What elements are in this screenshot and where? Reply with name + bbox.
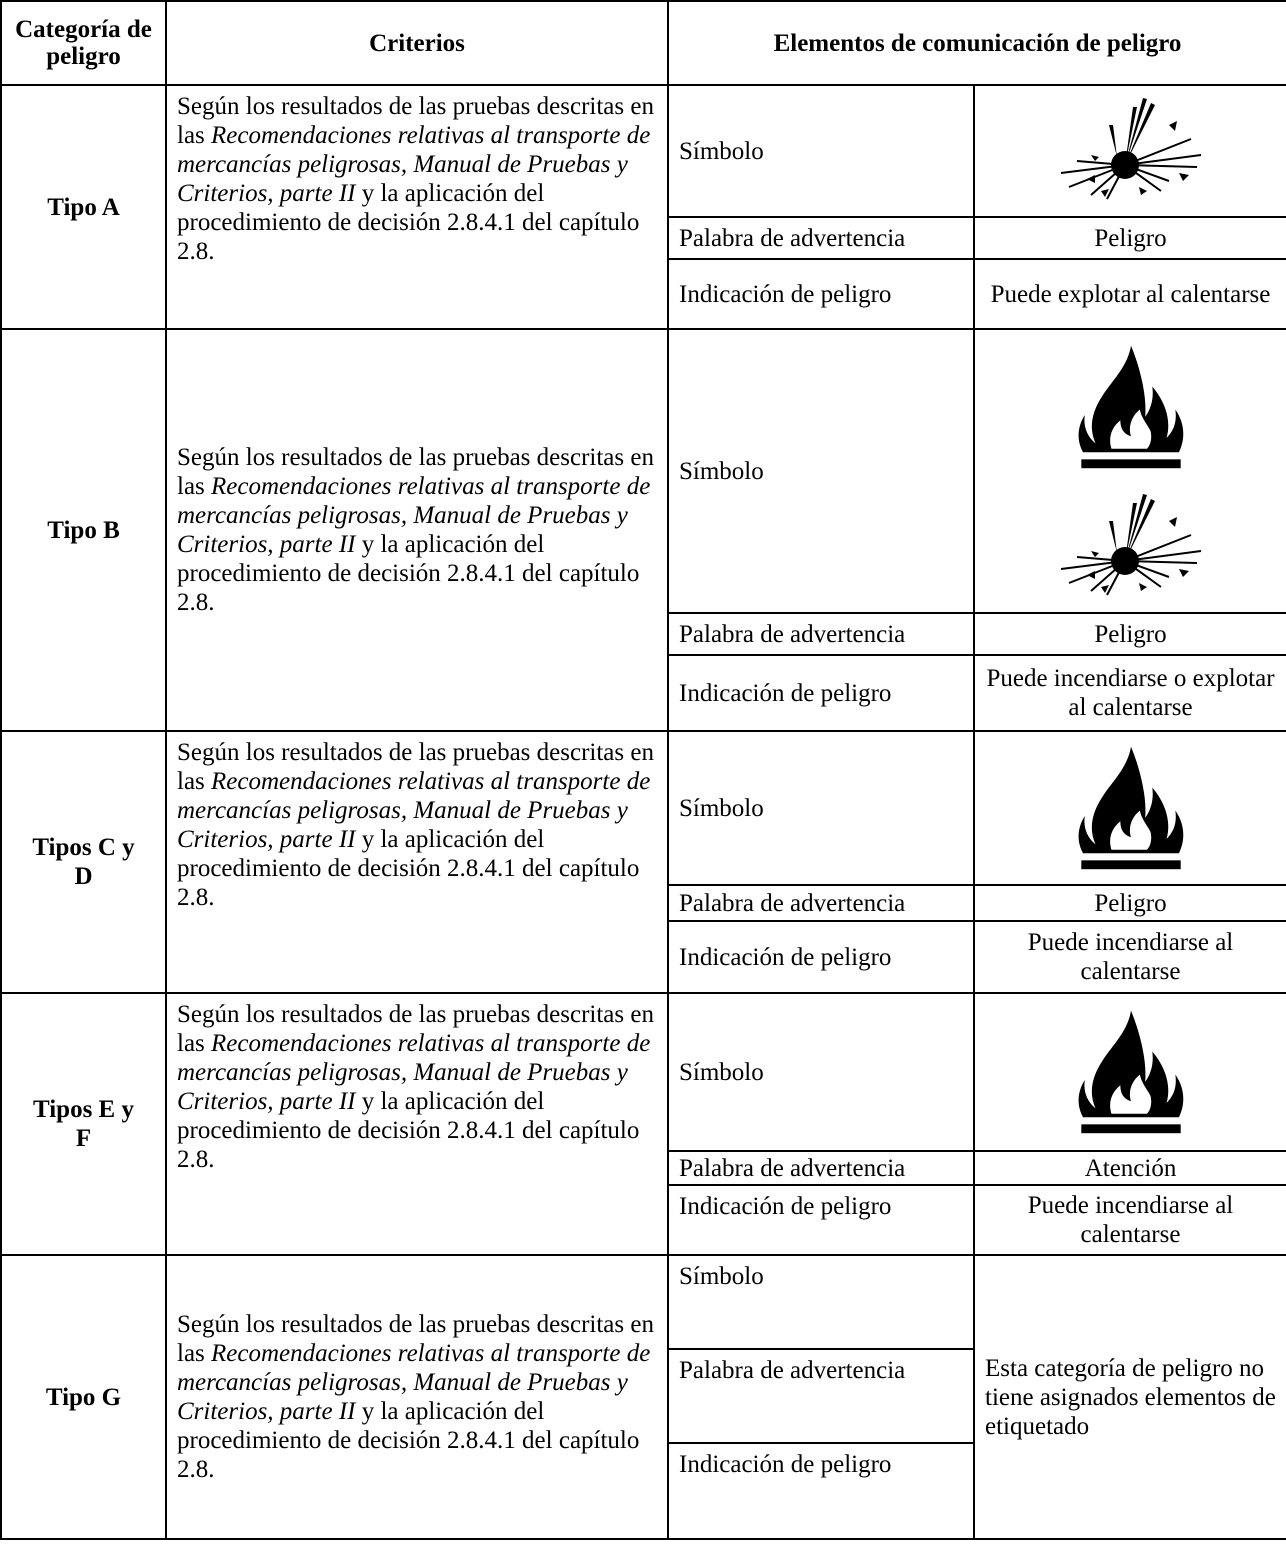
exploding-bomb-icon bbox=[1051, 491, 1211, 603]
table-row bbox=[1, 993, 1286, 1151]
symbol-label: Símbolo bbox=[668, 993, 974, 1151]
signal-word-label: Palabra de advertencia bbox=[668, 613, 974, 655]
category-cell: Tipos C y D bbox=[1, 731, 166, 993]
criteria-text-plain: Según los resultados de las pruebas descritas en las bbox=[177, 1311, 654, 1367]
table-row bbox=[1, 85, 1286, 217]
hazard-statement-value: Puede explotar al calentarse bbox=[974, 259, 1286, 329]
header-row bbox=[1, 1, 1286, 85]
criteria-text-plain: Según los resultados de las pruebas descritas en las bbox=[177, 739, 654, 795]
criteria-text-plain-end: y la aplicación del procedimiento de decisión 2.8.4.1 del capítulo 2.8. bbox=[177, 180, 640, 265]
flame-icon bbox=[1076, 339, 1186, 475]
symbol-cell bbox=[974, 993, 1286, 1151]
hazard-statement-label: Indicación de peligro bbox=[668, 921, 974, 993]
category-cell: Tipos E y F bbox=[1, 993, 166, 1255]
criteria-text-italic: Recomendaciones relativas al transporte de mercancías peligrosas, Manual de Pruebas y Criterios, parte II bbox=[177, 122, 651, 207]
criteria-cell bbox=[166, 731, 668, 993]
table-row bbox=[1, 1255, 1286, 1349]
category-cell: Tipo A bbox=[1, 85, 166, 329]
hazard-statement-value: Puede incendiarse al calentarse bbox=[974, 921, 1286, 993]
header-criteria: Criterios bbox=[166, 1, 668, 85]
hazard-statement-label: Indicación de peligro bbox=[668, 259, 974, 329]
symbol-cell bbox=[974, 85, 1286, 217]
criteria-text-plain-end: y la aplicación del procedimiento de decisión 2.8.4.1 del capítulo 2.8. bbox=[177, 1398, 640, 1483]
signal-word-value: Peligro bbox=[974, 613, 1286, 655]
no-label-note: Esta categoría de peligro no tiene asignados elementos de etiquetado bbox=[974, 1255, 1286, 1539]
symbol-label: Símbolo bbox=[668, 731, 974, 885]
criteria-text-italic: Recomendaciones relativas al transporte de mercancías peligrosas, Manual de Pruebas y Criterios, parte II bbox=[177, 473, 651, 558]
hazard-statement-label: Indicación de peligro bbox=[668, 655, 974, 731]
exploding-bomb-icon bbox=[1051, 95, 1211, 207]
symbol-label: Símbolo bbox=[668, 85, 974, 217]
criteria-text-plain-end: y la aplicación del procedimiento de decisión 2.8.4.1 del capítulo 2.8. bbox=[177, 531, 640, 616]
criteria-text-plain: Según los resultados de las pruebas descritas en las bbox=[177, 93, 654, 149]
criteria-cell bbox=[166, 85, 668, 329]
signal-word-label: Palabra de advertencia bbox=[668, 217, 974, 259]
symbol-cell bbox=[974, 731, 1286, 885]
signal-word-label: Palabra de advertencia bbox=[668, 1349, 974, 1443]
flame-icon bbox=[1076, 1004, 1186, 1140]
header-category: Categoría de peligro bbox=[1, 1, 166, 85]
signal-word-label: Palabra de advertencia bbox=[668, 885, 974, 921]
criteria-text-italic: Recomendaciones relativas al transporte de mercancías peligrosas, Manual de Pruebas y Criterios, parte II bbox=[177, 768, 651, 853]
criteria-cell bbox=[166, 993, 668, 1255]
symbol-cell bbox=[974, 329, 1286, 613]
signal-word-value: Peligro bbox=[974, 885, 1286, 921]
hazard-statement-label: Indicación de peligro bbox=[668, 1443, 974, 1539]
criteria-text-plain: Según los resultados de las pruebas descritas en las bbox=[177, 1001, 654, 1057]
criteria-text-plain: Según los resultados de las pruebas descritas en las bbox=[177, 444, 654, 500]
criteria-text-italic: Recomendaciones relativas al transporte de mercancías peligrosas, Manual de Pruebas y Criterios, parte II bbox=[177, 1030, 651, 1115]
criteria-text-plain-end: y la aplicación del procedimiento de decisión 2.8.4.1 del capítulo 2.8. bbox=[177, 826, 640, 911]
criteria-text-italic: Recomendaciones relativas al transporte de mercancías peligrosas, Manual de Pruebas y Criterios, parte II bbox=[177, 1340, 651, 1425]
table-row bbox=[1, 731, 1286, 885]
criteria-cell bbox=[166, 329, 668, 731]
symbol-label: Símbolo bbox=[668, 1255, 974, 1349]
hazard-statement-value: Puede incendiarse al calentarse bbox=[974, 1185, 1286, 1255]
table-row bbox=[1, 329, 1286, 613]
symbol-label: Símbolo bbox=[668, 329, 974, 613]
signal-word-value: Atención bbox=[974, 1151, 1286, 1185]
flame-icon bbox=[1076, 740, 1186, 876]
category-cell: Tipo G bbox=[1, 1255, 166, 1539]
hazard-statement-label: Indicación de peligro bbox=[668, 1185, 974, 1255]
criteria-text-plain-end: y la aplicación del procedimiento de decisión 2.8.4.1 del capítulo 2.8. bbox=[177, 1088, 640, 1173]
criteria-cell bbox=[166, 1255, 668, 1539]
header-hazard-elements: Elementos de comunicación de peligro bbox=[668, 1, 1286, 85]
signal-word-label: Palabra de advertencia bbox=[668, 1151, 974, 1185]
signal-word-value: Peligro bbox=[974, 217, 1286, 259]
hazard-statement-value: Puede incendiarse o explotar al calentarse bbox=[974, 655, 1286, 731]
category-cell: Tipo B bbox=[1, 329, 166, 731]
